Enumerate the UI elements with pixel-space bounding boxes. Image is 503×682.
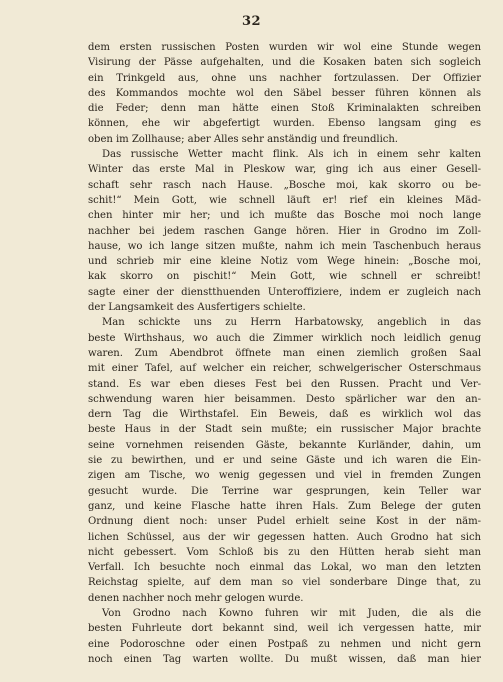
text-line: dem ersten russischen Posten wurden wir wol eine Stunde wegen xyxy=(88,42,481,53)
text-line: Man schickte uns zu Herrn Harbatowsky, angeblich in das xyxy=(102,317,481,329)
page-text xyxy=(88,40,481,667)
text-line: die Feder; denn man hätte einen Stoß Kriminalakten schreiben xyxy=(88,103,481,115)
text-line: mit einer Tafel, auf welcher ein reicher, schwelgerischer Osterschmaus xyxy=(88,363,481,375)
text-line: ganz, und keine Flasche hatte ihren Hals. Zum Belege der guten xyxy=(88,500,481,512)
text-line: oben im Zollhause; aber Alles sehr anständig und freundlich. xyxy=(88,133,398,145)
paragraph xyxy=(88,606,481,667)
text-line: Verfall. Ich besuchte noch einmal das Lokal, wo man den letzten xyxy=(88,562,481,574)
paragraph xyxy=(88,40,481,147)
text-line: ein Trinkgeld aus, ohne uns nachher fortzulassen. Der Offizier xyxy=(88,72,481,84)
text-line: schwendung waren hier beisammen. Desto spärlicher war den an- xyxy=(88,393,481,405)
text-line: eine Podoroschne oder einen Postpaß zu nehmen und nicht gern xyxy=(88,638,481,650)
text-line: beste Wirthshaus, wo auch die Zimmer wirklich noch leidlich genug xyxy=(88,332,481,344)
text-line: Winter das erste Mal in Pleskow war, ging ich aus einer Gesell- xyxy=(88,164,481,176)
text-line: gesucht wurde. Die Terrine war gesprungen, kein Teller war xyxy=(88,485,481,497)
page-number: 32 xyxy=(241,14,262,29)
text-line: dern Tag die Wirthstafel. Ein Beweis, daß es wirklich wol das xyxy=(88,409,481,421)
text-line: beste Haus in der Stadt sein mußte; ein russischer Major brachte xyxy=(88,424,481,436)
text-line: zigen am Tische, wo wenig gegessen und viel in fremden Zungen xyxy=(88,470,481,482)
text-line: lichen Schüssel, aus der wir gegessen hatten. Auch Grodno hat sich xyxy=(88,531,481,543)
text-line: noch einen Tag warten wollte. Du mußt wissen, daß man hier xyxy=(88,653,481,665)
text-line: hause, wo ich lange sitzen mußte, nahm ich mein Taschenbuch heraus xyxy=(88,240,481,252)
text-line: denen nachher noch mehr gelogen wurde. xyxy=(88,592,304,604)
text-line: schit!“ Mein Gott, wie schnell läuft er! rief ein kleines Mäd- xyxy=(88,194,481,206)
text-line: stand. Es war eben dieses Fest bei den Russen. Pracht und Ver- xyxy=(88,378,481,390)
text-line: schaft sehr rasch nach Hause. „Bosche moi, kak skorro ou be- xyxy=(88,179,481,191)
text-line: und schrieb mir eine kleine Notiz vom Wege hinein: „Bosche moi, xyxy=(88,256,481,268)
text-line: kak skorro on pischit!“ Mein Gott, wie schnell er schreibt! xyxy=(88,271,481,283)
text-line: können, ehe wir abgefertigt wurden. Ebenso langsam ging es xyxy=(88,118,481,130)
text-line: waren. Zum Abendbrot öffnete man einen ziemlich großen Saal xyxy=(88,347,481,359)
paragraph xyxy=(88,147,481,315)
text-line: Reichstag spielte, auf dem man so viel sonderbare Dinge that, zu xyxy=(88,577,481,589)
text-line: Von Grodno nach Kowno fuhren wir mit Juden, die als die xyxy=(102,607,481,619)
text-line: des Kommandos mochte wol den Säbel besser führen können als xyxy=(88,87,481,99)
text-line: der Langsamkeit des Ausfertigers schielte. xyxy=(88,302,306,314)
text-line: Ordnung dient noch: unser Pudel erhielt seine Kost in der näm- xyxy=(88,516,481,528)
text-line: sie zu bewirthen, und er und seine Gäste und ich waren die Ein- xyxy=(88,455,481,467)
text-line: besten Fuhrleute dort bekannt sind, weil ich vergessen hatte, mir xyxy=(88,623,481,635)
text-line: chen hinter mir her; und ich mußte das Bosche moi noch lange xyxy=(88,210,481,222)
text-line: Das russische Wetter macht flink. Als ich in einem sehr kalten xyxy=(102,149,481,161)
text-line: nicht gebessert. Vom Schloß bis zu den Hütten herab sieht man xyxy=(88,546,481,558)
paragraph xyxy=(88,315,481,606)
text-line: Visirung der Pässe aufgehalten, und die Kosaken baten sich sogleich xyxy=(88,57,481,69)
text-line: seine vornehmen reisenden Gäste, bekannte Kurländer, dahin, um xyxy=(88,439,481,451)
text-line: sagte einer der dienstthuenden Unteroffiziere, indem er zugleich nach xyxy=(88,286,481,298)
text-line: nachher bei jedem raschen Gange hören. Hier in Grodno im Zoll- xyxy=(88,225,481,237)
